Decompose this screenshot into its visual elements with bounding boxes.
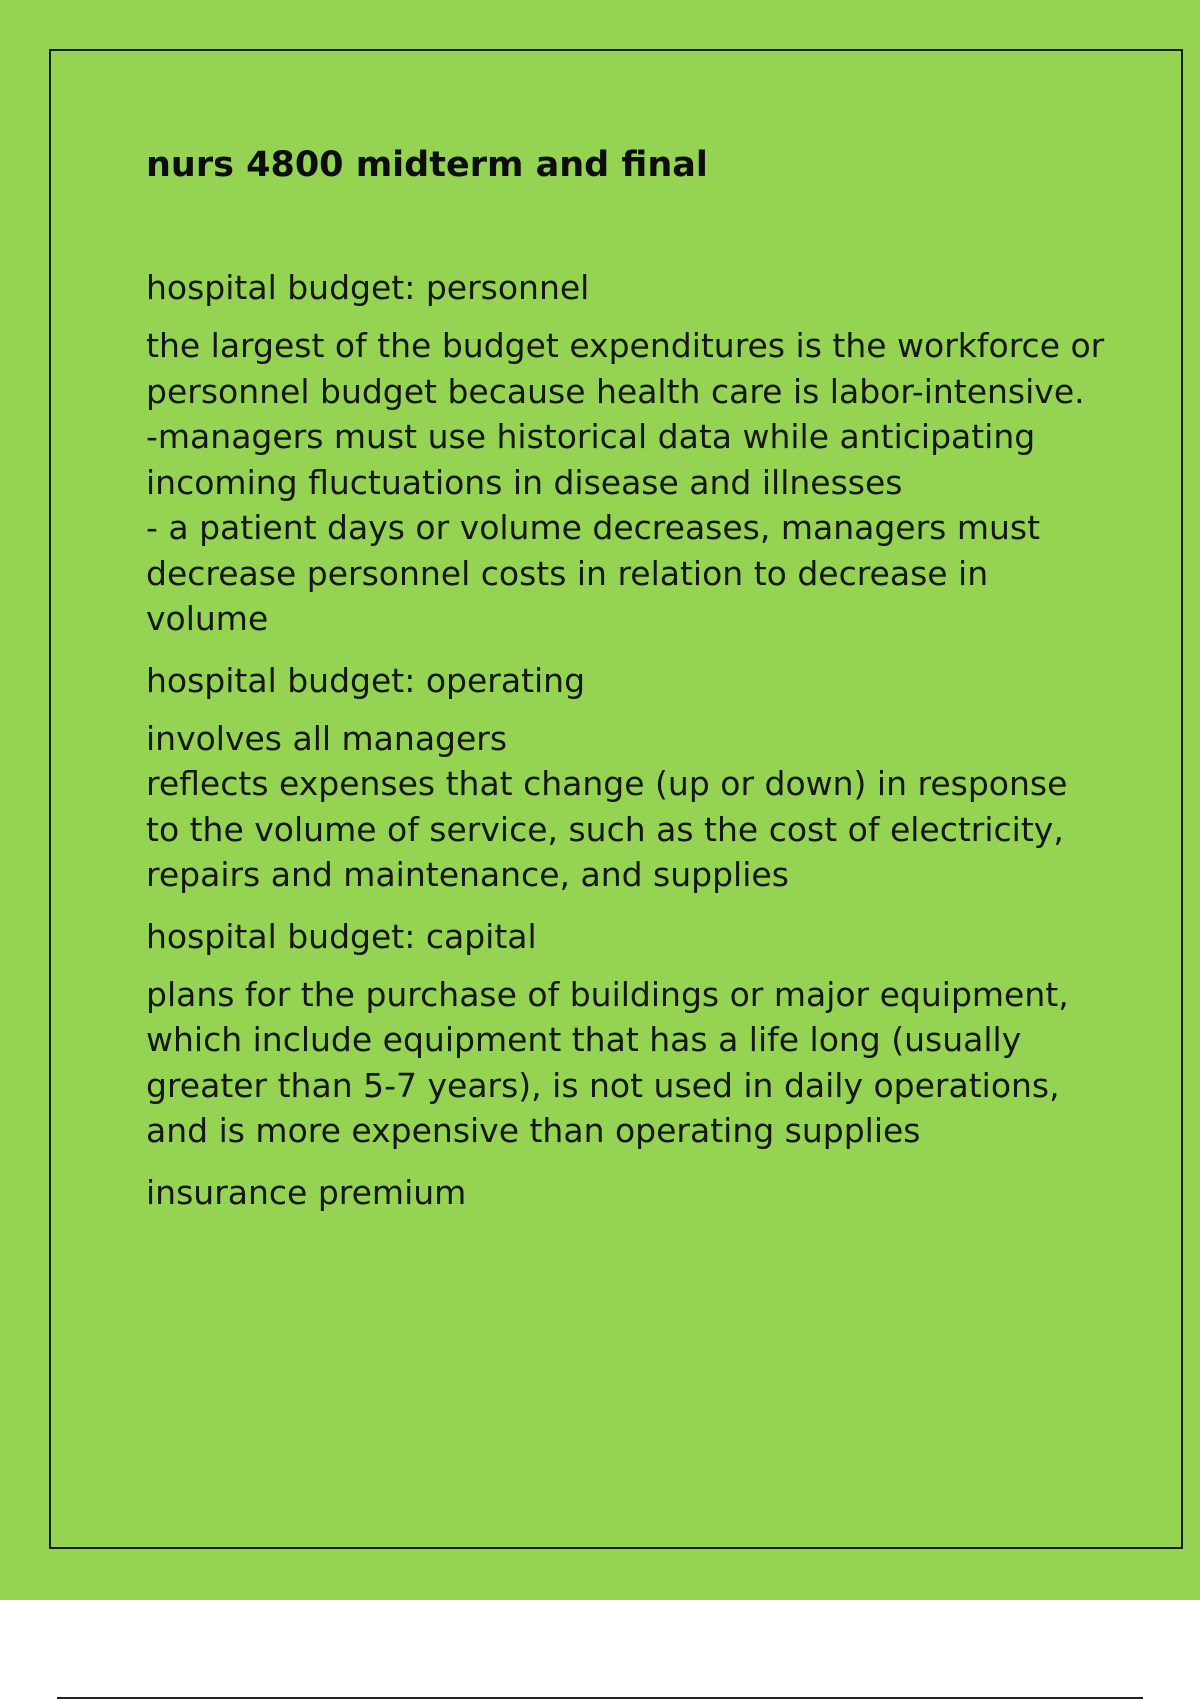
flashcard-list <box>146 265 1106 1216</box>
entry-definition: plans for the purchase of buildings or major equipment, which include equipment that has a life long (usually greater than 5-7 years), is not used in daily operations, and is more expensive than operating supplies <box>146 974 1069 1150</box>
flashcard-entry <box>146 265 1106 642</box>
entry-definition: involves all managers reflects expenses that change (up or down) in response to the volume of service, such as the cost of electricity, repairs and maintenance, and supplies <box>146 718 1068 894</box>
bottom-divider <box>57 1697 1143 1699</box>
entry-definition: the largest of the budget expenditures is the workforce or personnel budget because health care is labor-intensive. -managers must use historical data while anticipating incoming fluctuations in disease and illnesses - a patient days or volume decreases, managers must decrease personnel costs in relation to decrease in volume <box>146 326 1105 638</box>
flashcard-entry <box>146 914 1106 1154</box>
document-title: nurs 4800 midterm and final <box>146 145 708 185</box>
flashcard-entry <box>146 1170 1106 1216</box>
entry-term: hospital budget: capital <box>146 916 537 956</box>
entry-term: hospital budget: operating <box>146 660 586 700</box>
flashcard-entry <box>146 658 1106 898</box>
entry-term: hospital budget: personnel <box>146 268 590 307</box>
entry-term: insurance premium <box>146 1172 467 1212</box>
